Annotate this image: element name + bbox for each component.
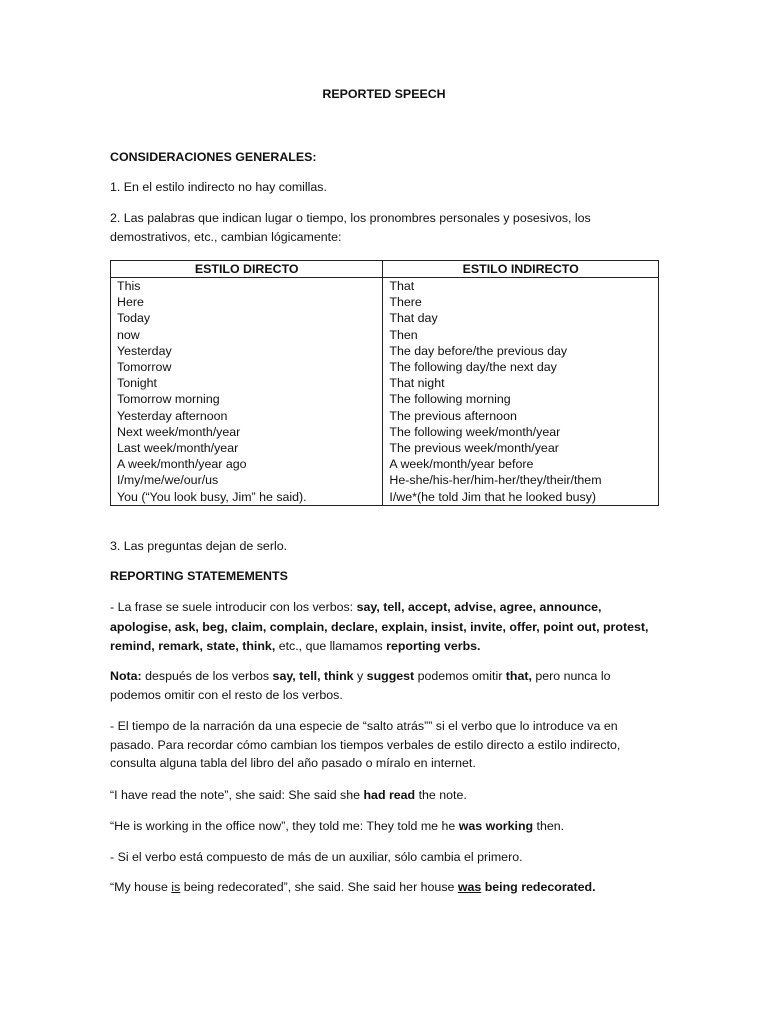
header-direct: ESTILO DIRECTO xyxy=(111,261,383,278)
table-cell: There xyxy=(389,295,422,310)
table-cell: You (“You look busy, Jim” he said). xyxy=(117,489,307,504)
point-3: 3. Las preguntas dejan de serlo. xyxy=(110,539,288,553)
document-title: REPORTED SPEECH xyxy=(322,87,446,101)
example-underline-was: was xyxy=(457,880,482,894)
table-cell: Last week/month/year xyxy=(117,441,239,456)
example-text: the note. xyxy=(415,788,467,802)
section-heading-reporting: REPORTING STATEMEMENTS xyxy=(110,569,288,583)
table-cell: Tomorrow morning xyxy=(117,392,220,407)
table-cell: He-she/his-her/him-her/they/their/them xyxy=(389,473,602,488)
table-cell: That xyxy=(389,279,415,293)
example-bold: had read xyxy=(363,788,416,802)
table-cell: That night xyxy=(389,376,445,391)
example-underline-is: is xyxy=(171,880,181,894)
term-reporting-verbs: reporting verbs. xyxy=(386,639,481,653)
paragraph-auxiliary: - Si el verbo está compuesto de más de un auxiliar, sólo cambia el primero. xyxy=(110,850,523,864)
reported-speech-table xyxy=(110,260,659,506)
example-3 xyxy=(110,878,658,897)
note-verbs: say, tell, think xyxy=(272,669,354,683)
table-header-row xyxy=(111,261,659,278)
table-cell: I/my/me/we/our/us xyxy=(117,473,219,488)
table-cell: Then xyxy=(389,327,418,342)
note-text: pero nunca lo podemos omitir con el resto de los verbos. xyxy=(110,669,611,702)
example-2 xyxy=(110,817,658,836)
table-cell: The following morning xyxy=(389,392,511,407)
table-cell: A week/month/year ago xyxy=(117,457,247,472)
example-bold: was working xyxy=(458,819,534,833)
table-cell: Here xyxy=(117,295,144,310)
paragraph-text: etc., que llamamos xyxy=(275,639,387,653)
table-cell: The following day/the next day xyxy=(389,360,557,375)
paragraph-text: - La frase se suele introducir con los verbos: xyxy=(110,600,357,614)
table-cell: Today xyxy=(117,311,151,326)
paragraph-reporting-verbs xyxy=(110,598,650,657)
table-cell: The following week/month/year xyxy=(389,424,561,439)
table-cell: I/we*(he told Jim that he looked busy) xyxy=(389,489,597,504)
example-text: “He is working in the office now”, they told me: They told me he xyxy=(110,819,459,833)
point-2: 2. Las palabras que indican lugar o tiempo, los pronombres personales y posesivos, los demostrativos, etc., cambian lógicamente: xyxy=(110,211,591,244)
example-text: “My house xyxy=(110,880,172,894)
table-cell: The previous afternoon xyxy=(389,408,517,423)
verb-list: say, tell, accept, advise, agree, announce, apologise, ask, beg, claim, complain, declare, explain, insist, invite, offer, point out, protest, remind, remark, state, think, xyxy=(110,600,649,653)
section-heading-general: CONSIDERACIONES GENERALES: xyxy=(110,150,317,164)
paragraph-tense-shift: - El tiempo de la narración da una especie de “salto atrás”” si el verbo que lo introduce va en pasado. Para recordar cómo cambian los tiempos verbales de estilo directo a estilo indirecto, consulta alguna tabla del libro del año pasado o míralo en internet. xyxy=(110,719,621,770)
table-cell: Tonight xyxy=(117,376,157,391)
example-bold: being redecorated. xyxy=(481,880,596,894)
indirect-column xyxy=(383,278,659,506)
example-1 xyxy=(110,786,658,805)
table-body-row xyxy=(111,278,659,506)
table-cell: That day xyxy=(389,311,438,326)
note-text: podemos omitir xyxy=(414,669,506,683)
note-text: después de los verbos xyxy=(141,669,273,683)
table-cell: Yesterday xyxy=(117,343,172,358)
point-1: 1. En el estilo indirecto no hay comillas. xyxy=(110,180,327,194)
note-text: y xyxy=(353,669,367,683)
note-label: Nota: xyxy=(110,669,142,683)
table-cell: This xyxy=(117,279,141,293)
table-cell: The day before/the previous day xyxy=(389,343,568,358)
header-indirect: ESTILO INDIRECTO xyxy=(383,261,659,278)
note-paragraph xyxy=(110,667,640,704)
table-cell: Tomorrow xyxy=(117,360,172,375)
table-cell: A week/month/year before xyxy=(389,457,534,472)
example-text: “I have read the note”, she said: She said she xyxy=(110,788,364,802)
table-cell: Yesterday afternoon xyxy=(117,408,228,423)
direct-column xyxy=(111,278,383,506)
example-text: then. xyxy=(533,819,565,833)
table-cell: now xyxy=(117,327,140,342)
table-cell: Next week/month/year xyxy=(117,424,241,439)
note-that: that, xyxy=(505,669,532,683)
example-text: being redecorated”, she said. She said her house xyxy=(180,880,458,894)
note-verb-suggest: suggest xyxy=(366,669,415,683)
table-cell: The previous week/month/year xyxy=(389,441,559,456)
